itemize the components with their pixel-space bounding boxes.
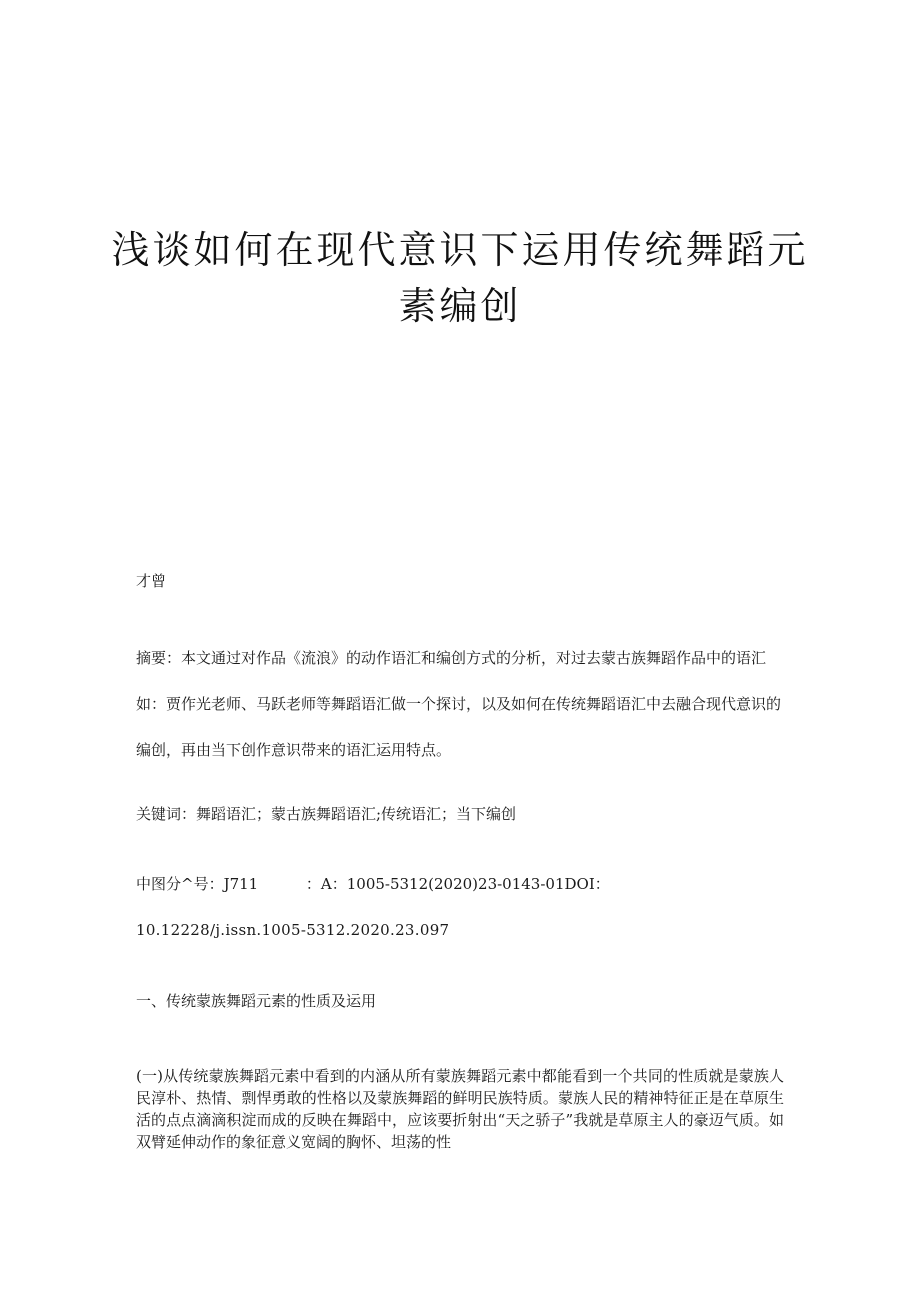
- doi: 10.12228/j.issn.1005-5312.2020.23.097: [136, 921, 450, 939]
- author-name: 才曾: [136, 572, 167, 590]
- keywords: 关键词：舞蹈语汇；蒙古族舞蹈语汇;传统语汇；当下编创: [136, 805, 517, 823]
- paper-title: 浅谈如何在现代意识下运用传统舞蹈元素编创: [111, 228, 809, 328]
- abstract: 摘要：本文通过对作品《流浪》的动作语汇和编创方式的分析，对过去蒙古族舞蹈作品中的语汇如：贾作光老师、马跃老师等舞蹈语汇做一个探讨，以及如何在传统舞蹈语汇中去融合现代意识的编创，再由当下创作意识带来的语汇运用特点。: [136, 649, 782, 759]
- section-heading: 一、传统蒙族舞蹈元素的性质及运用: [136, 992, 377, 1010]
- body-paragraph: (一)从传统蒙族舞蹈元素中看到的内涵从所有蒙族舞蹈元素中都能看到一个共同的性质就是蒙族人民淳朴、热情、剽悍勇敢的性格以及蒙族舞蹈的鲜明民族特质。蒙族人民的精神特征正是在草原生活的点点滴滴积淀而成的反映在舞蹈中，应该要折射出“天之骄子”我就是草原主人的豪迈气质。如双臂延伸动作的象征意义宽阔的胸怀、坦荡的性: [136, 1067, 784, 1151]
- classification-number: 中图分^号：J711 ：A：1005-5312(2020)23-0143-01DOI：: [136, 875, 610, 893]
